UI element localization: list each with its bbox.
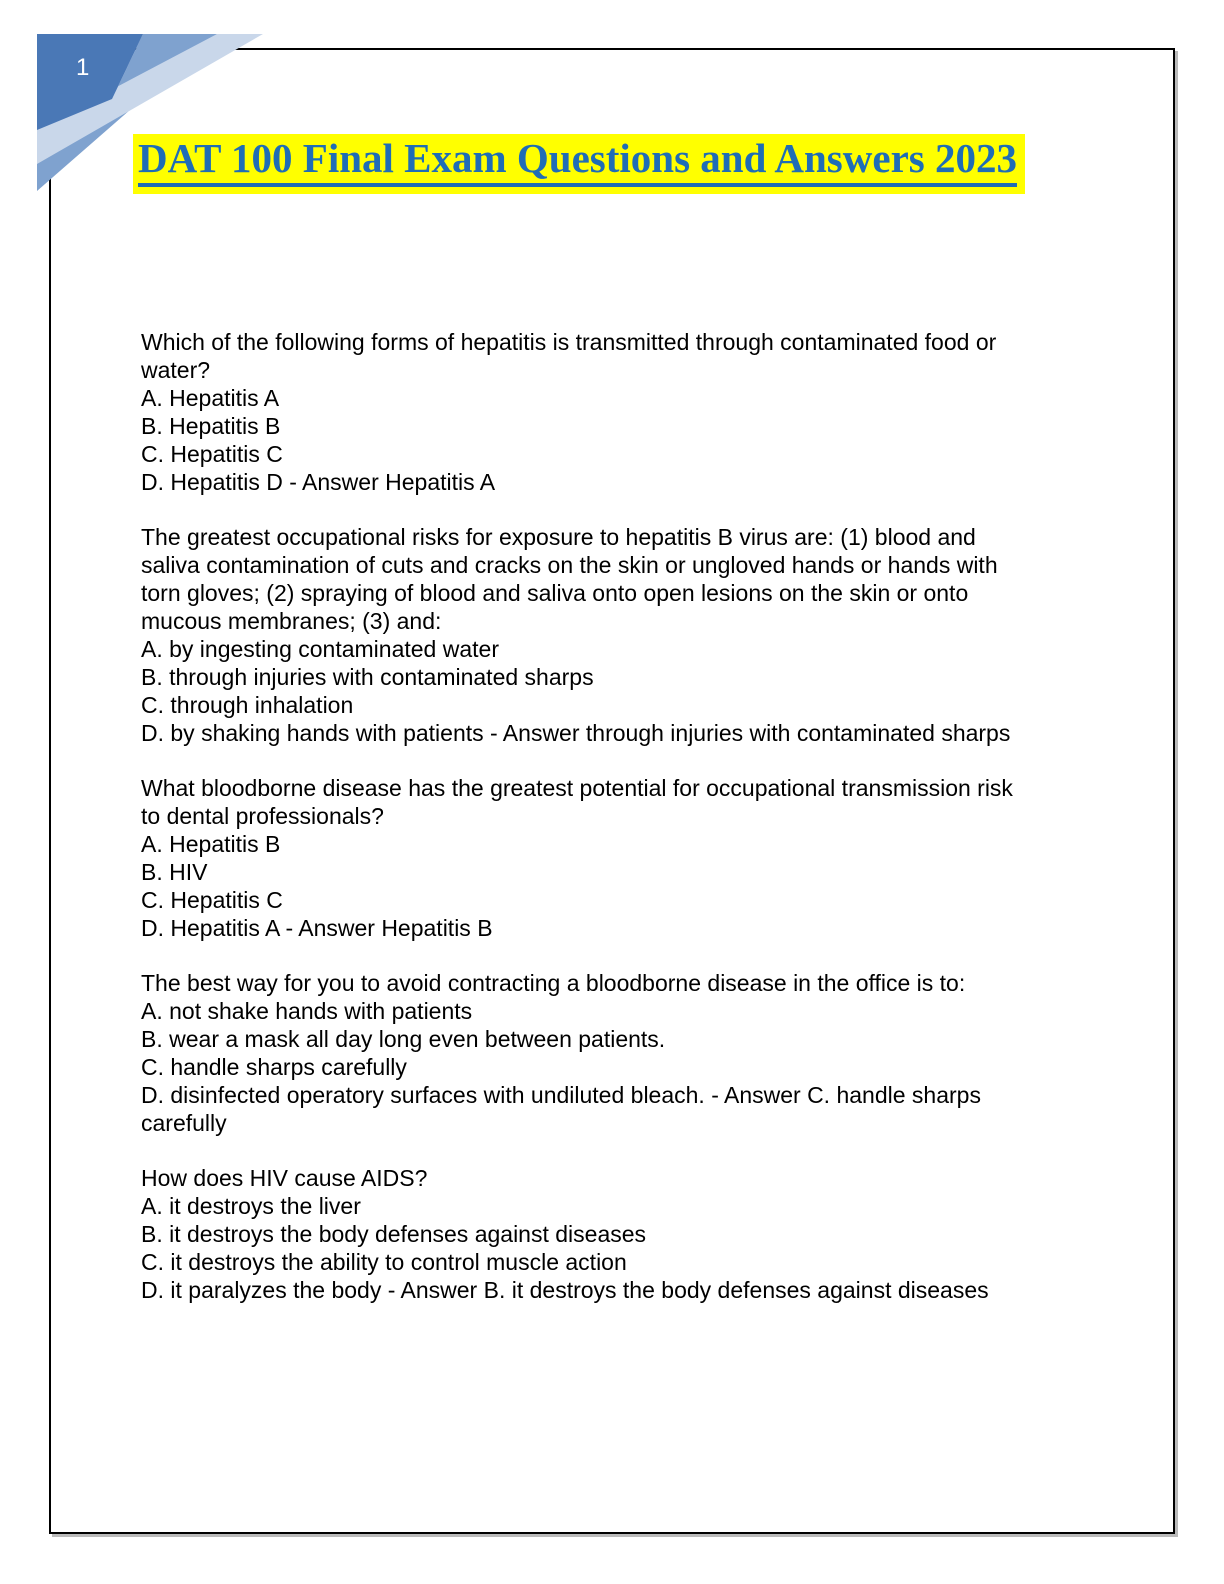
question-line: C. Hepatitis C [141, 441, 283, 467]
question-line: B. HIV [141, 859, 208, 885]
page-title: DAT 100 Final Exam Questions and Answers 2023 [138, 136, 1017, 187]
question-line: B. Hepatitis B [141, 413, 281, 439]
questions [141, 328, 1076, 1331]
question-block [141, 969, 1076, 1137]
question-line: carefully [141, 1110, 227, 1136]
page-number: 1 [76, 54, 90, 81]
question-line: mucous membranes; (3) and: [141, 608, 442, 634]
question-line: The greatest occupational risks for exposure to hepatitis B virus are: (1) blood and [141, 524, 976, 550]
question-line: A. Hepatitis A [141, 385, 280, 411]
question-line: to dental professionals? [141, 803, 384, 829]
question-line: D. by shaking hands with patients - Answer through injuries with contaminated sharps [141, 720, 1011, 746]
question-line: B. wear a mask all day long even between patients. [141, 1026, 666, 1052]
question-line: A. not shake hands with patients [141, 998, 473, 1024]
question-block [141, 1164, 1076, 1304]
question-line: The best way for you to avoid contracting a bloodborne disease in the office is to: [141, 970, 966, 996]
question-line: D. disinfected operatory surfaces with undiluted bleach. - Answer C. handle sharps [141, 1082, 981, 1108]
question-line: B. through injuries with contaminated sharps [141, 664, 594, 690]
question-line: D. it paralyzes the body - Answer B. it destroys the body defenses against diseases [141, 1277, 989, 1303]
question-line: D. Hepatitis A - Answer Hepatitis B [141, 915, 493, 941]
question-line: Which of the following forms of hepatitis is transmitted through contaminated food or [141, 329, 997, 355]
question-line: A. by ingesting contaminated water [141, 636, 499, 662]
question-line: C. through inhalation [141, 692, 354, 718]
question-block [141, 774, 1076, 942]
question-line: How does HIV cause AIDS? [141, 1165, 428, 1191]
question-line: A. Hepatitis B [141, 831, 281, 857]
question-line: What bloodborne disease has the greatest potential for occupational transmission risk [141, 775, 1013, 801]
title-highlight [133, 134, 1025, 194]
question-line: C. handle sharps carefully [141, 1054, 407, 1080]
question-line: D. Hepatitis D - Answer Hepatitis A [141, 469, 496, 495]
question-line: saliva contamination of cuts and cracks on the skin or ungloved hands or hands with [141, 552, 998, 578]
question-block [141, 328, 1076, 496]
question-line: B. it destroys the body defenses against diseases [141, 1221, 647, 1247]
question-block [141, 523, 1076, 747]
document-title-wrap [133, 134, 1025, 194]
question-line: torn gloves; (2) spraying of blood and saliva onto open lesions on the skin or onto [141, 580, 969, 606]
question-line: A. it destroys the liver [141, 1193, 361, 1219]
question-line: water? [141, 357, 211, 383]
question-line: C. Hepatitis C [141, 887, 283, 913]
question-line: C. it destroys the ability to control muscle action [141, 1249, 627, 1275]
